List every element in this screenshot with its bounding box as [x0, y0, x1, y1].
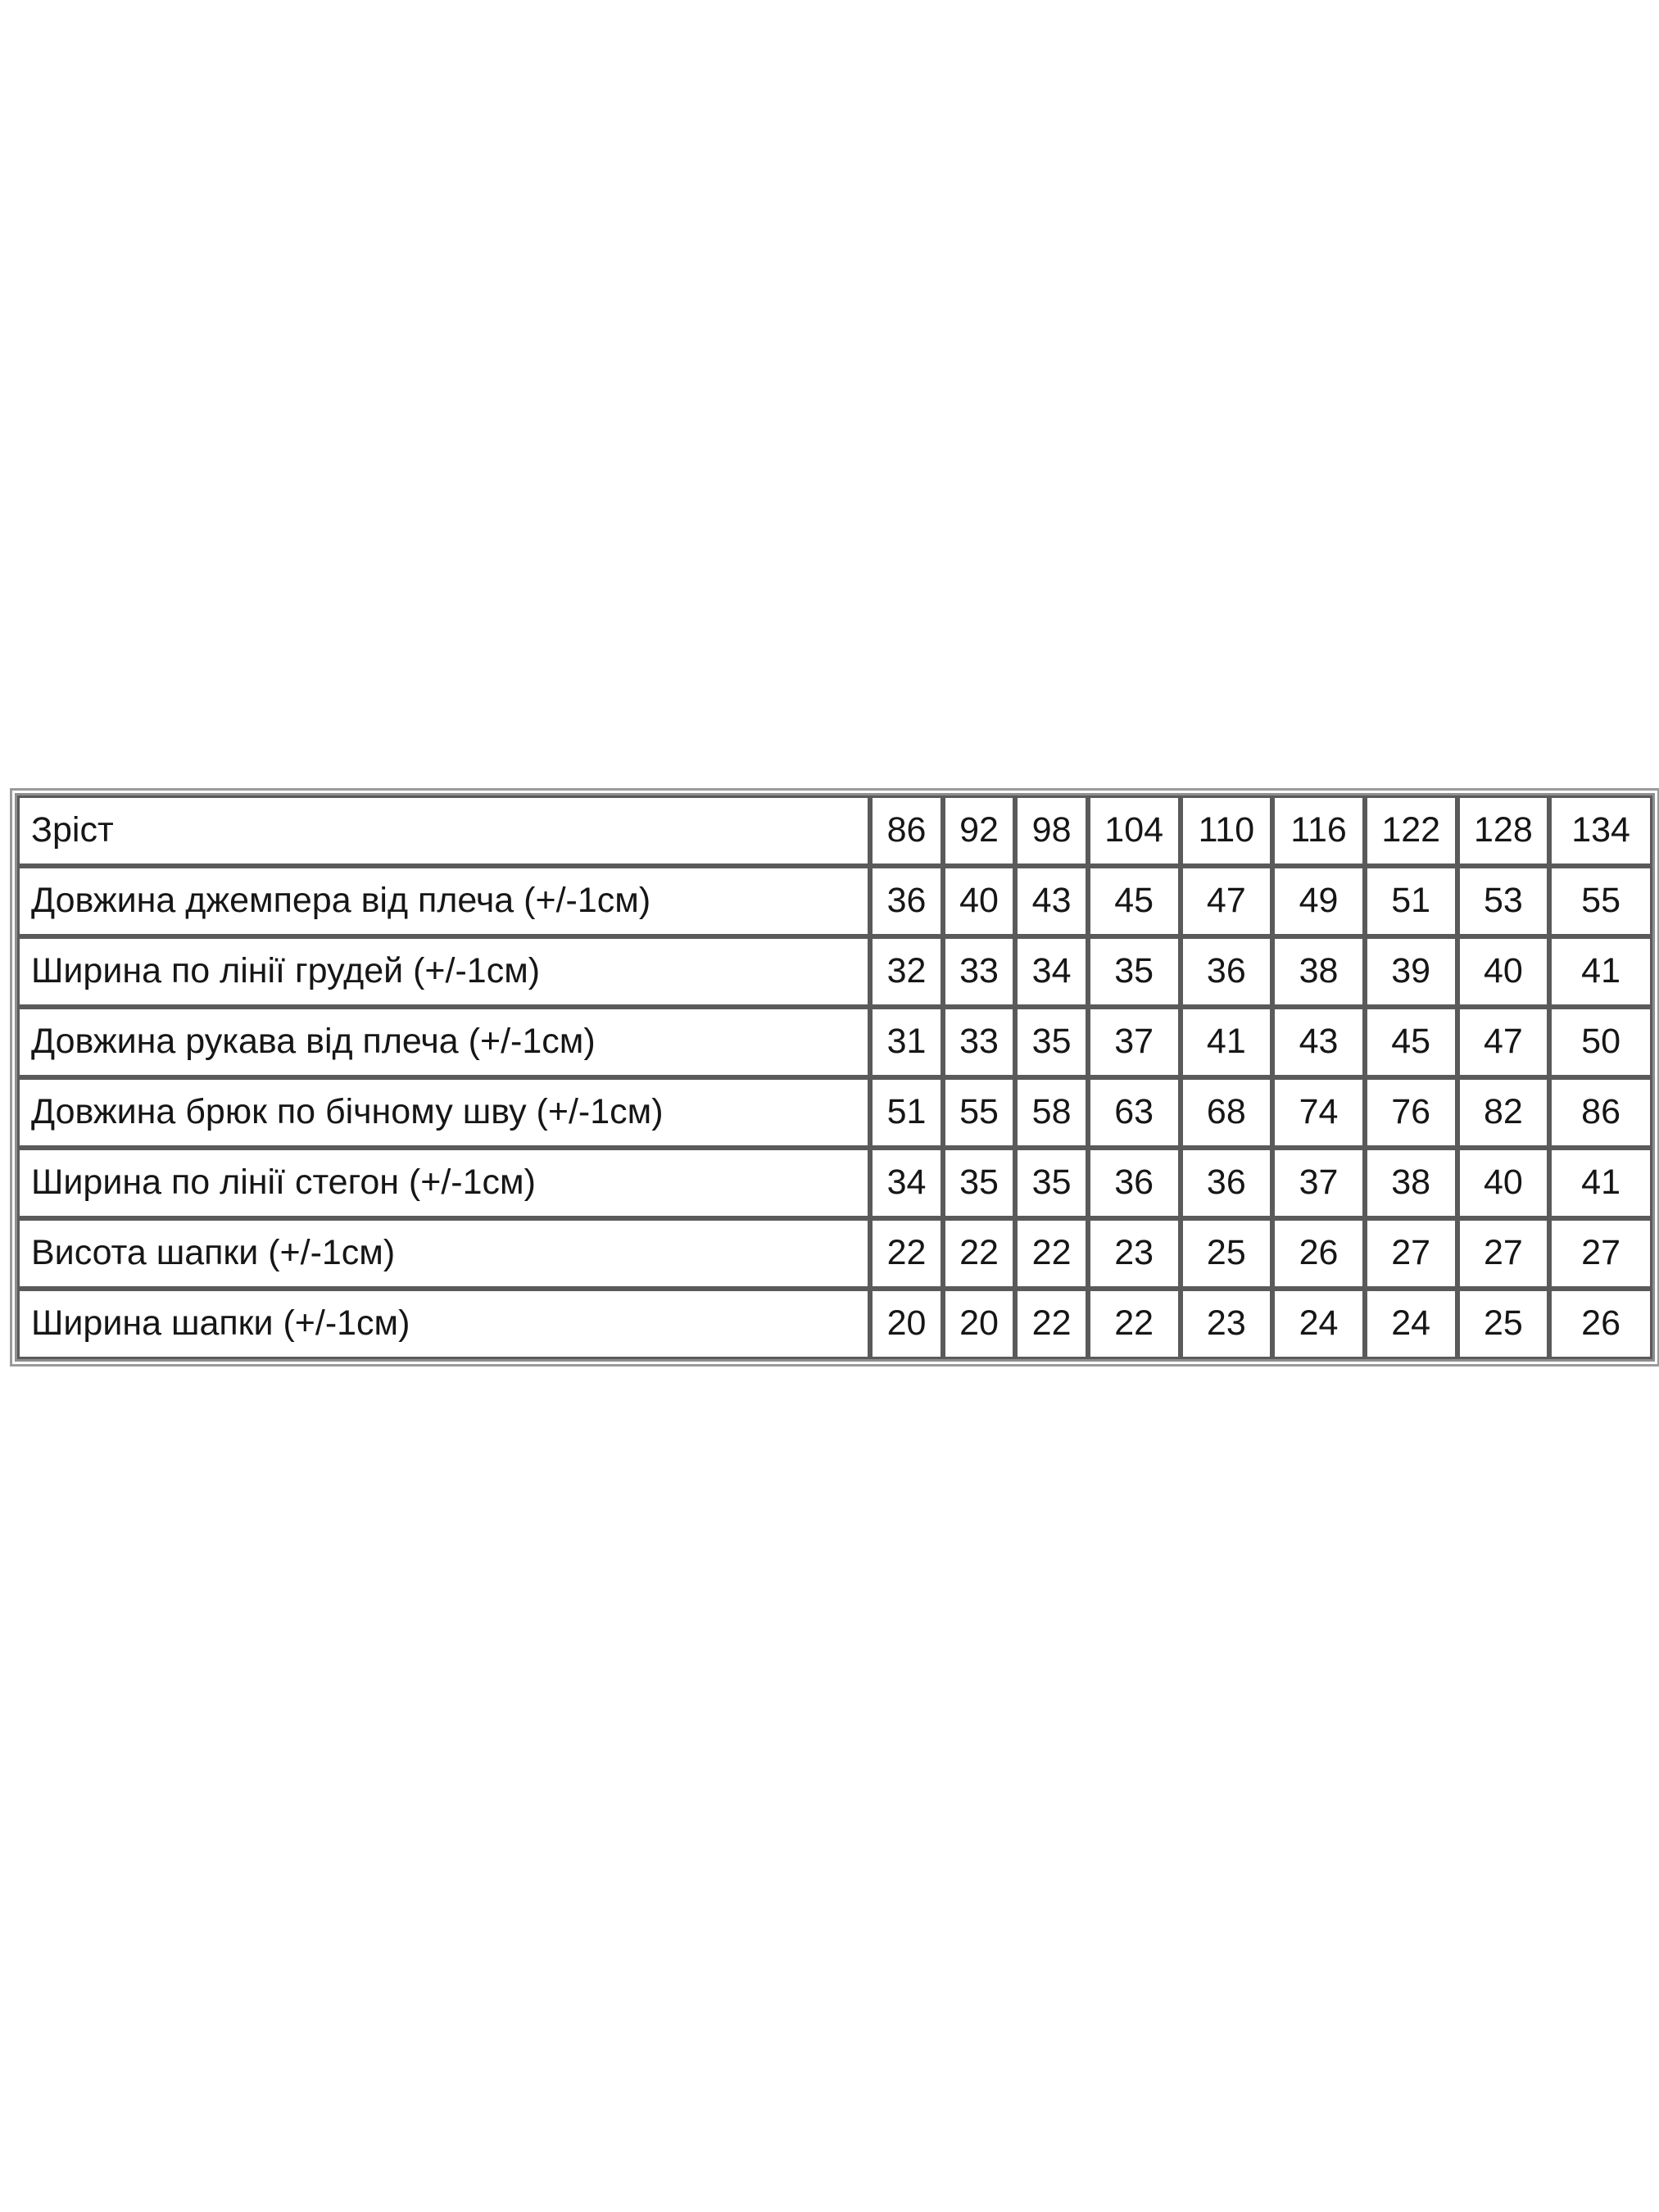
size-chart-body	[17, 796, 1652, 1359]
table-row	[17, 1077, 1652, 1148]
table-cell: 37	[1272, 1148, 1365, 1218]
table-cell: 36	[1181, 936, 1273, 1007]
column-header-cell: 116	[1272, 796, 1365, 866]
row-label: Ширина по лінії стегон (+/-1см)	[17, 1148, 870, 1218]
table-cell: 41	[1549, 936, 1652, 1007]
table-cell: 49	[1272, 866, 1365, 936]
table-cell: 34	[870, 1148, 943, 1218]
table-cell: 55	[1549, 866, 1652, 936]
table-cell: 53	[1457, 866, 1550, 936]
table-cell: 36	[870, 866, 943, 936]
row-label: Висота шапки (+/-1см)	[17, 1218, 870, 1289]
row-label: Ширина шапки (+/-1см)	[17, 1289, 870, 1359]
row-label: Зріст	[17, 796, 870, 866]
size-chart-table	[15, 793, 1655, 1362]
table-cell: 58	[1015, 1077, 1088, 1148]
table-header-row	[17, 796, 1652, 866]
table-cell: 40	[1457, 936, 1550, 1007]
table-cell: 20	[943, 1289, 1016, 1359]
table-row	[17, 1218, 1652, 1289]
table-cell: 25	[1181, 1218, 1273, 1289]
table-cell: 26	[1272, 1218, 1365, 1289]
table-row	[17, 1148, 1652, 1218]
table-cell: 35	[1015, 1007, 1088, 1077]
table-cell: 32	[870, 936, 943, 1007]
table-cell: 55	[943, 1077, 1016, 1148]
table-cell: 43	[1015, 866, 1088, 936]
table-cell: 31	[870, 1007, 943, 1077]
table-cell: 50	[1549, 1007, 1652, 1077]
table-cell: 33	[943, 1007, 1016, 1077]
table-cell: 36	[1088, 1148, 1181, 1218]
table-cell: 27	[1365, 1218, 1457, 1289]
table-cell: 25	[1457, 1289, 1550, 1359]
row-label: Довжина джемпера від плеча (+/-1см)	[17, 866, 870, 936]
size-chart-container	[15, 793, 1655, 1362]
table-cell: 45	[1088, 866, 1181, 936]
table-cell: 34	[1015, 936, 1088, 1007]
table-cell: 20	[870, 1289, 943, 1359]
column-header-cell: 134	[1549, 796, 1652, 866]
table-cell: 35	[943, 1148, 1016, 1218]
table-cell: 23	[1181, 1289, 1273, 1359]
table-row	[17, 1289, 1652, 1359]
table-cell: 40	[943, 866, 1016, 936]
table-cell: 22	[1088, 1289, 1181, 1359]
row-label: Довжина рукава від плеча (+/-1см)	[17, 1007, 870, 1077]
column-header-cell: 110	[1181, 796, 1273, 866]
table-cell: 68	[1181, 1077, 1273, 1148]
table-cell: 45	[1365, 1007, 1457, 1077]
table-cell: 38	[1365, 1148, 1457, 1218]
table-cell: 86	[1549, 1077, 1652, 1148]
table-cell: 43	[1272, 1007, 1365, 1077]
table-cell: 76	[1365, 1077, 1457, 1148]
table-cell: 27	[1457, 1218, 1550, 1289]
table-cell: 22	[1015, 1218, 1088, 1289]
table-cell: 35	[1015, 1148, 1088, 1218]
table-cell: 36	[1181, 1148, 1273, 1218]
table-cell: 51	[1365, 866, 1457, 936]
table-cell: 23	[1088, 1218, 1181, 1289]
column-header-cell: 92	[943, 796, 1016, 866]
row-label: Ширина по лінії грудей (+/-1см)	[17, 936, 870, 1007]
table-cell: 41	[1181, 1007, 1273, 1077]
table-row	[17, 866, 1652, 936]
table-cell: 35	[1088, 936, 1181, 1007]
table-cell: 38	[1272, 936, 1365, 1007]
table-cell: 74	[1272, 1077, 1365, 1148]
table-row	[17, 936, 1652, 1007]
column-header-cell: 86	[870, 796, 943, 866]
table-cell: 47	[1181, 866, 1273, 936]
table-cell: 51	[870, 1077, 943, 1148]
row-label: Довжина брюк по бічному шву (+/-1см)	[17, 1077, 870, 1148]
table-cell: 27	[1549, 1218, 1652, 1289]
table-cell: 26	[1549, 1289, 1652, 1359]
table-cell: 22	[870, 1218, 943, 1289]
table-cell: 63	[1088, 1077, 1181, 1148]
column-header-cell: 122	[1365, 796, 1457, 866]
column-header-cell: 104	[1088, 796, 1181, 866]
table-cell: 24	[1365, 1289, 1457, 1359]
column-header-cell: 128	[1457, 796, 1550, 866]
table-cell: 40	[1457, 1148, 1550, 1218]
table-cell: 47	[1457, 1007, 1550, 1077]
table-cell: 82	[1457, 1077, 1550, 1148]
table-row	[17, 1007, 1652, 1077]
table-cell: 33	[943, 936, 1016, 1007]
table-cell: 41	[1549, 1148, 1652, 1218]
column-header-cell: 98	[1015, 796, 1088, 866]
table-cell: 37	[1088, 1007, 1181, 1077]
table-cell: 22	[943, 1218, 1016, 1289]
table-cell: 22	[1015, 1289, 1088, 1359]
table-cell: 39	[1365, 936, 1457, 1007]
table-cell: 24	[1272, 1289, 1365, 1359]
